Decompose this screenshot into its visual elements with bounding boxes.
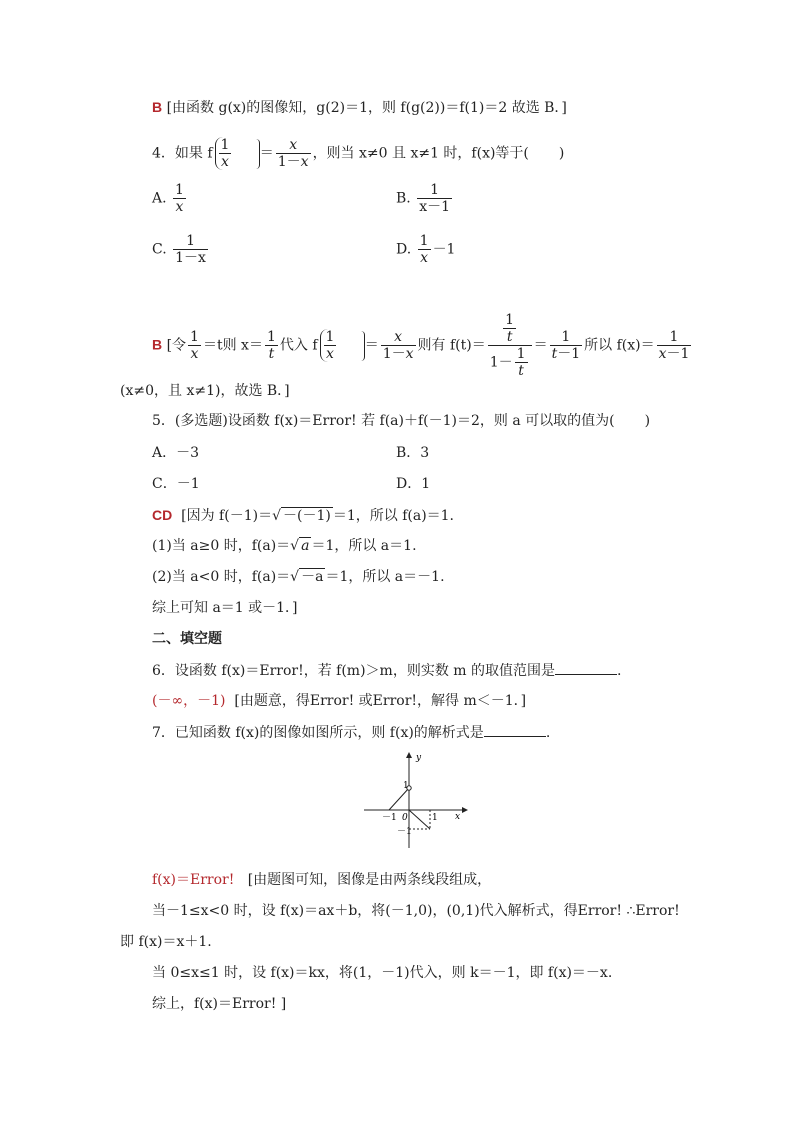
numerator: 1 [173,233,208,250]
answer-text: ＝1，所以 f(a)＝1. [332,508,455,524]
tick-y-1: 1 [403,781,409,791]
q4-stem [152,137,564,170]
fraction [417,182,452,215]
stem-close: ) [558,145,565,162]
q4-answer-line2: (x≠0，且 x≠1)，故选 B．] [120,383,290,399]
compound-fraction: $\frac{1}{t}$ 1－ $\frac{1}{t}$ [488,312,532,379]
fraction: $\frac{1}{t-1}$ [551,329,581,362]
function-graph [360,750,470,850]
answer-letter: CD [152,507,173,523]
answer-text: ＝1，所以 a＝－1. [325,569,445,585]
answer-text: ＝t则 x＝ [202,337,263,354]
radicand: －a [301,569,324,585]
option-tail: －1 [432,241,456,258]
stem-close: ) [644,413,651,429]
tick-x-1: 1 [432,813,438,823]
option-label: D. [396,241,412,258]
answer-text: (2)当 a<0 时，f(a)＝ [152,569,291,585]
answer-text: (1)当 a≥0 时，f(a)＝ [152,538,291,554]
option-label: B. [396,190,411,207]
answer-text: [令 [166,337,187,354]
fraction: $\frac{1}{x-1}$ [658,329,690,362]
option-a [152,182,188,215]
answer-text: [由题意，得Error! 或Error!，解得 m＜－1．] [234,693,527,709]
q4-answer-line [152,312,693,379]
option-label: C. [152,241,167,258]
answer-text: ＝ [364,337,379,354]
option-b [396,182,454,215]
tick-y-neg1: －1 [397,827,412,837]
answer-letter: B [152,99,163,115]
option-c [152,233,210,266]
q3-answer-line [152,97,567,118]
stem-equals: ＝ [259,145,274,162]
answer-text: 则有 f(t)＝ [417,337,486,354]
denominator: x [420,250,429,266]
radicand: a [301,538,310,554]
fraction: $\frac{1}{t}$ [266,329,276,362]
x-axis-arrow [462,807,468,813]
q7-answer-line5: 综上，f(x)＝Error! ] [152,996,287,1012]
tick-x-neg1: －1 [382,813,397,823]
stem-prefix: 4．如果 f [152,145,213,162]
radicand: －(－1) [283,508,331,524]
option-a: A．－3 [152,445,200,461]
origin-label: 0 [402,813,408,823]
segment-left [389,788,409,810]
fraction: $\frac{x}{1-x}$ [382,329,414,362]
stem-suffix: ，则当 x≠0 且 x≠1 时，f(x)等于( [312,145,529,162]
segment-right [409,810,430,829]
numerator: 1 [175,182,184,198]
answer-text: 所以 f(x)＝ [584,337,655,354]
q7-answer-line3: 即 f(x)＝x＋1. [120,934,212,950]
answer-text: [由函数 g(x)的图像知，g(2)＝1，则 f(g(2))＝f(1)＝2 故选 B．] [166,100,567,116]
numerator: 1 [417,182,452,199]
q7-answer-head [152,870,491,890]
option-b: B．3 [396,445,430,461]
answer-text: ＝ [533,337,548,354]
section-title: 二、填空题 [152,631,222,647]
fraction: $\frac{x}{1-x}$ [277,137,309,170]
stem-text: 6．设函数 f(x)＝Error!，若 f(m)＞m，则实数 m 的取值范围是 [152,663,555,679]
y-axis-arrow [406,752,412,758]
fraction: $\frac{1}{x}$ [320,329,337,362]
stem-text: 5．(多选题)设函数 f(x)＝Error! 若 f(a)＋f(－1)＝2，则 a 可以取的值为( [152,413,615,429]
denominator: x－1 [419,199,451,215]
answer-letter: B [152,336,163,353]
answer-text: [由题图可知，图像是由两条线段组成， [247,872,492,888]
q5-answer-line1: CD [因为 f(－1)＝√ －(－1) ＝1，所以 f(a)＝1. [152,507,455,524]
q6-answer [152,691,526,711]
q5-answer-line4: 综上可知 a＝1 或－1．] [152,600,298,616]
q7-answer-line4: 当 0≤x≤1 时，设 f(x)＝kx，将(1，－1)代入，则 k＝－1，即 f(x)＝－x. [152,965,613,981]
stem-text: . [617,663,622,679]
q7-answer-line2: 当－1≤x<0 时，设 f(x)＝ax＋b，将(－1,0)，(0,1)代入解析式，得Error! ∴Error! [152,903,680,919]
answer-text: ＝1，所以 a＝1. [311,538,417,554]
answer-text: 代入 f [279,337,318,354]
q5-answer-line2: (1)当 a≥0 时，f(a)＝√ a ＝1，所以 a＝1. [152,538,417,554]
answer-text: [因为 f(－1)＝ [181,508,273,524]
q5-stem [152,411,650,431]
option-label: A. [152,190,167,207]
fraction [173,182,186,215]
answer-blank [555,660,617,675]
y-label: y [416,753,422,763]
q5-answer-line3: (2)当 a<0 时，f(a)＝√ －a ＝1，所以 a＝－1. [152,569,445,585]
option-d [396,233,455,266]
q6-stem [152,660,621,681]
stem-text: . [545,725,551,741]
numerator: 1 [419,233,429,249]
fraction [418,233,431,266]
fraction [173,233,208,266]
answer-blank [484,722,546,737]
q7-stem [152,722,550,743]
denominator: 1－x [175,250,206,266]
denominator: x [175,199,184,215]
stem-text: 7．已知函数 f(x)的图像如图所示，则 f(x)的解析式是 [152,725,484,741]
option-d: D．1 [396,476,431,492]
x-label: x [455,812,461,822]
option-c: C．－1 [152,476,200,492]
fraction: $\frac{1}{x}$ [190,329,199,362]
fraction: $\frac{1}{x}$ [215,137,232,170]
answer-range: (－∞，－1) [152,693,226,709]
answer-head: f(x)＝Error! [152,872,235,888]
